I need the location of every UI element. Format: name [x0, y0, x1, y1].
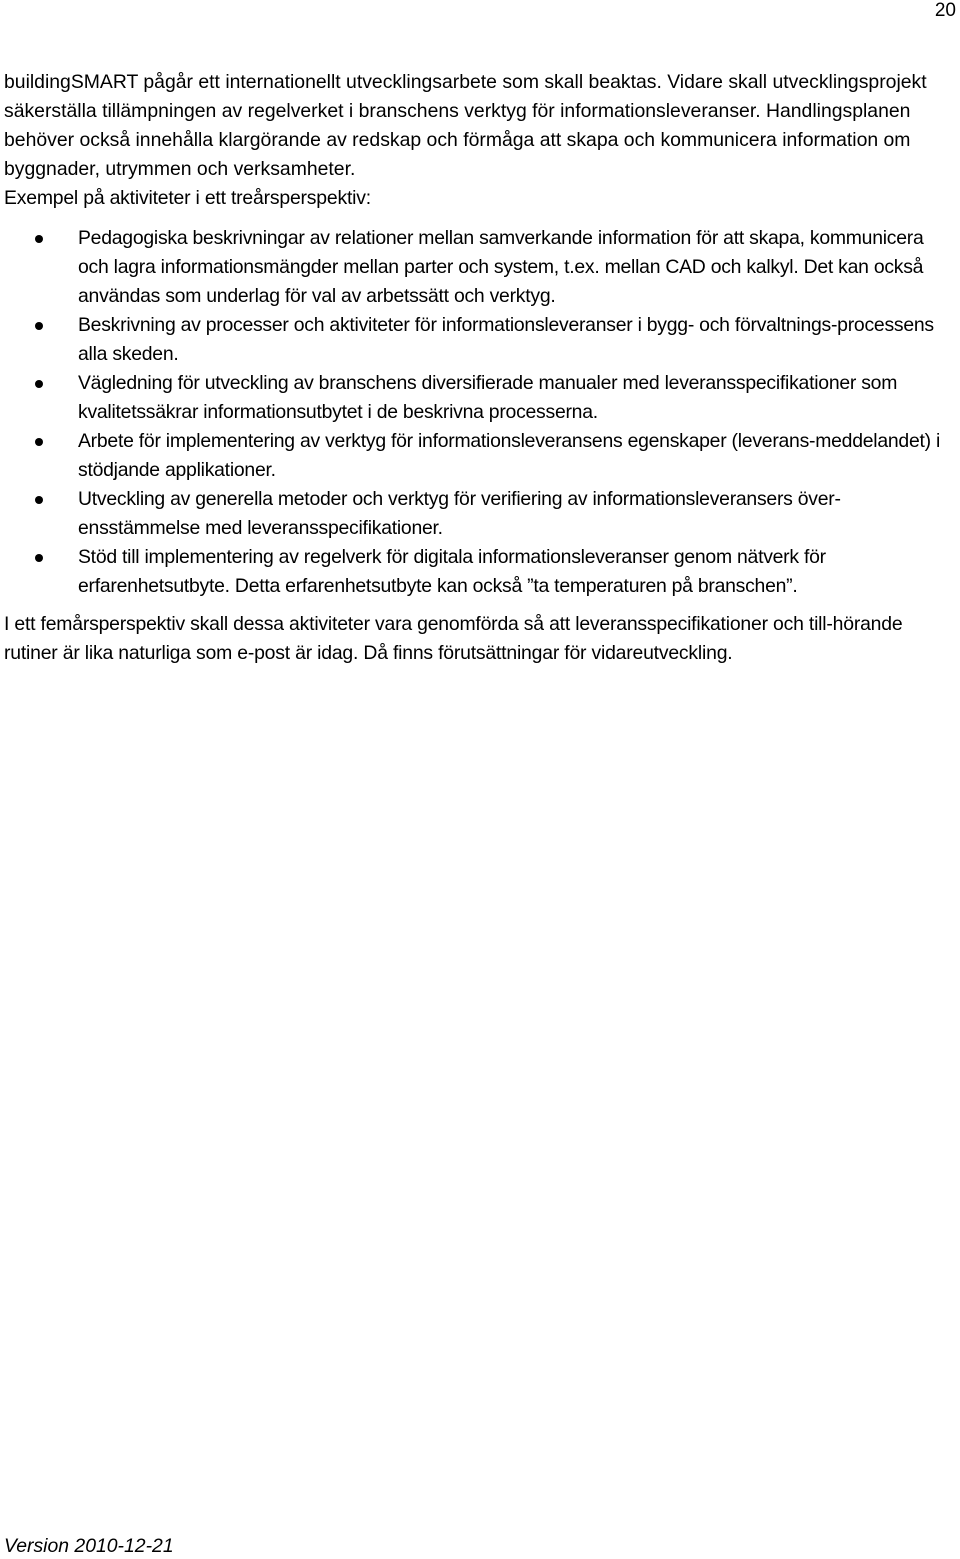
list-item-text: Beskrivning av processer och aktiviteter för informationsleveranser i bygg- och förvaltnings-processens alla skeden. — [78, 314, 934, 365]
list-item — [4, 485, 958, 543]
bullet-icon — [35, 554, 43, 562]
intro-paragraph: buildingSMART pågår ett internationellt utvecklingsarbete som skall beaktas. Vidare skall utvecklingsprojekt säkerställa tillämpningen av regelverket i branschens verktyg för informationsleveranser. Handlingsplanen behöver också innehålla klargörande av redskap och förmåga att skapa och kommunicera information om byggnader, utrymmen och verksamheter. — [4, 71, 927, 180]
bullet-icon — [35, 322, 43, 330]
list-item-text: Utveckling av generella metoder och verktyg för verifiering av informationsleveransers över-ensstämmelse med leveransspecifikationer. — [78, 488, 841, 539]
activities-lead: Exempel på aktiviteter i ett treårsperspektiv: — [4, 187, 371, 209]
closing-paragraph: I ett femårsperspektiv skall dessa aktiviteter vara genomförda så att leveransspecifikationer och till-hörande rutiner är lika naturliga som e-post är idag. Då finns förutsättningar för vidareutveckling. — [4, 613, 903, 664]
bullet-icon — [35, 380, 43, 388]
list-item-text: Stöd till implementering av regelverk för digitala informationsleveranser genom nätverk för erfarenhetsutbyte. Detta erfarenhetsutbyte kan också ”ta temperaturen på branschen”. — [78, 546, 826, 597]
bullet-icon — [35, 438, 43, 446]
bullet-icon — [35, 496, 43, 504]
list-item-text: Arbete för implementering av verktyg för informationsleveransens egenskaper (leverans-meddelandet) i stödjande applikationer. — [78, 430, 941, 481]
activity-list — [4, 224, 958, 601]
list-item-text: Pedagogiska beskrivningar av relationer mellan samverkande information för att skapa, kommunicera och lagra informationsmängder mellan parter och system, t.ex. mellan CAD och kalkyl. Det kan också användas som underlag för val av arbetssätt och verktyg. — [78, 227, 924, 307]
list-item — [4, 369, 958, 427]
list-item-text: Vägledning för utveckling av branschens diversifierade manualer med leveransspecifikationer som kvalitetssäkrar informationsutbytet i de beskrivna processerna. — [78, 372, 898, 423]
bullet-icon — [35, 235, 43, 243]
list-item — [4, 311, 958, 369]
list-item — [4, 427, 958, 485]
page-number: 20 — [934, 0, 956, 21]
version-footer: Version 2010-12-21 — [4, 1535, 174, 1557]
list-item — [4, 224, 958, 311]
list-item — [4, 543, 958, 601]
document-body — [4, 68, 958, 668]
